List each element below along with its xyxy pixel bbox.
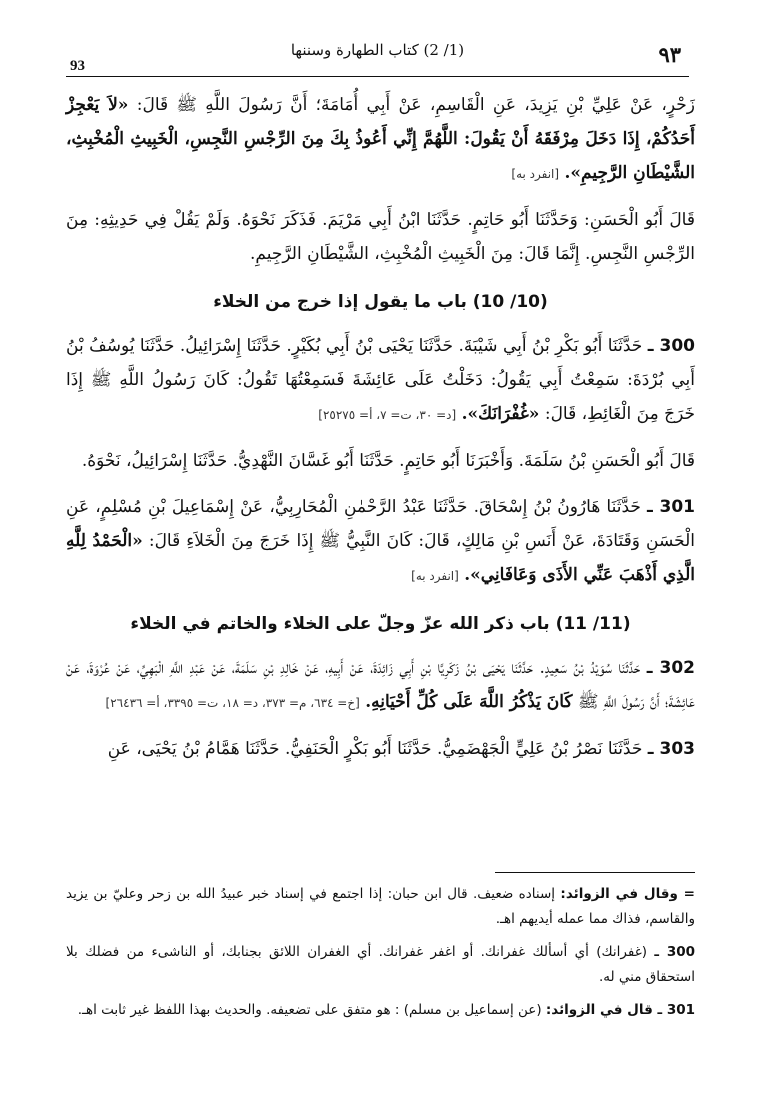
hadith-303 bbox=[66, 732, 695, 766]
narration-text: حَدَّثَنَا هَارُونُ بْنُ إِسْحَاقَ. حَدَّثَنَا عَبْدُ الرَّحْمٰنِ الْمُحَارِبِيُّ، عَنْ إِسْمَاعِيلَ بْنِ مُسْلِمٍ، عَنِ الْحَسَنِ وَقَتَادَةَ، عَنْ أَنَسِ بْنِ مَالِكٍ، قَالَ: كَانَ النَّبِيُّ ﷺ إِذَا خَرَجَ مِنَ الْخَلاَءِ قَالَ: bbox=[66, 497, 695, 551]
narration-text: حَدَّثَنَا سُوَيْدُ بْنُ سَعِيدٍ. حَدَّثَنَا يَحْيَى بْنُ زَكَرِيَّا بْنِ أَبِي زَائِدَةَ، عَنْ أَبِيهِ، عَنْ خَالِدِ بْنِ سَلَمَةَ، عَنْ عَبْدِ اللَّهِ الْبَهِيِّ، عَنْ عُرْوَةَ، عَنْ عَائِشَةَ؛ أَنَّ رَسُولَ اللَّهِ ﷺ bbox=[66, 658, 695, 712]
footnotes bbox=[66, 882, 695, 1031]
footnote-text: (غفرانك) أي أسألك غفرانك. أو اغفر غفرانك. أي الغفران اللائق بجنابك، أو الناشىء من فضلك بلا استحقاق مني له. bbox=[66, 944, 695, 985]
page-number-arabic: ٩٣ bbox=[658, 42, 681, 67]
source-reference: [د= ٣٠، ت= ٧، أ= ٢٥٢٧٥] bbox=[318, 408, 457, 422]
source-reference: [خ= ٦٣٤، م= ٣٧٣، د= ١٨، ت= ٣٣٩٥، أ= ٢٦٤٣٦] bbox=[105, 696, 360, 710]
paragraph-abul-hasan-2: قَالَ أَبُو الْحَسَنِ بْنُ سَلَمَةَ. وَأَخْبَرَنَا أَبُو حَاتِمٍ. حَدَّثَنَا أَبُو غَسَّانَ النَّهْدِيُّ. حَدَّثَنَا إِسْرَائِيلُ، نَحْوَهُ. bbox=[81, 451, 695, 471]
footnote-300 bbox=[66, 940, 695, 990]
page-number-latin: 93 bbox=[70, 58, 85, 74]
hadith-number: 302 ـ bbox=[646, 658, 695, 678]
hadith-number: 301 ـ bbox=[647, 497, 695, 517]
footnote-label: = وقال في الزوائد: bbox=[560, 886, 695, 902]
paragraph-continuation bbox=[66, 88, 695, 191]
hadith-301 bbox=[66, 490, 695, 593]
chapter-heading-11: (11/ 11) باب ذكر الله عزّ وجلّ على الخلاء والخاتم في الخلاء bbox=[130, 614, 631, 634]
footnote-label: 300 ـ bbox=[654, 944, 695, 960]
hadith-number: 300 ـ bbox=[647, 336, 695, 356]
footnote-label: 301 ـ قال في الزوائد: bbox=[545, 1002, 695, 1018]
narration-text: حَدَّثَنَا نَصْرُ بْنُ عَلِيٍّ الْجَهْضَمِيُّ. حَدَّثَنَا أَبُو بَكْرٍ الْحَنَفِيُّ. حَدَّثَنَا هَمَّامُ بْنُ يَحْيَى، عَنِ bbox=[107, 739, 643, 759]
footnote-separator bbox=[495, 872, 695, 873]
footnote-text: (عن إسماعيل بن مسلم) : هو متفق على تضعيفه. والحديث بهذا اللفظ غير ثابت اهـ. bbox=[77, 1002, 542, 1018]
narration-text: زَحْرٍ، عَنْ عَلِيِّ بْنِ يَزِيدَ، عَنِ الْقَاسِمِ، عَنْ أَبِي أُمَامَةَ؛ أَنَّ رَسُولَ اللَّهِ ﷺ قَالَ: bbox=[136, 95, 696, 115]
prophetic-saying: كَانَ يَذْكُرُ اللَّهَ عَلَى كُلِّ أَحْيَانِهِ. bbox=[365, 692, 573, 712]
footnote-zawaid bbox=[66, 882, 695, 932]
prophetic-saying: «غُفْرَانَكَ». bbox=[461, 404, 540, 424]
page-header bbox=[66, 40, 689, 77]
narration-text: حَدَّثَنَا أَبُو بَكْرِ بْنُ أَبِي شَيْبَةَ. حَدَّثَنَا يَحْيَى بْنُ أَبِي بُكَيْرٍ. حَدَّثَنَا إِسْرَائِيلُ. حَدَّثَنَا يُوسُفُ بْنُ أَبِي بُرْدَةَ: سَمِعْتُ أَبِي يَقُولُ: دَخَلْتُ عَلَى عَائِشَةَ فَسَمِعْتُهَا تَقُولُ: كَانَ رَسُولُ اللَّهِ ﷺ إِذَا خَرَجَ مِنَ الْغَائِطِ، قَالَ: bbox=[66, 336, 695, 424]
prophetic-saying: «لاَ يَعْجِزْ أَحَدُكُمْ، إِذَا دَخَلَ مِرْفَقَهُ أَنْ يَقُولَ: اللَّهُمَّ إِنِّي أَعُوذُ بِكَ مِنَ الرِّجْسِ النَّجِسِ، الْخَبِيثِ الْمُخْبِثِ، الشَّيْطَانِ الرَّجِيمِ». bbox=[66, 95, 695, 183]
hadith-number: 303 ـ bbox=[647, 739, 695, 759]
source-reference: [انفرد به] bbox=[511, 167, 560, 181]
hadith-300 bbox=[66, 329, 695, 432]
footnote-301 bbox=[66, 998, 695, 1023]
paragraph-abul-hasan: قَالَ أَبُو الْحَسَنِ: وَحَدَّثَنَا أَبُو حَاتِمٍ. حَدَّثَنَا ابْنُ أَبِي مَرْيَمَ. فَذَكَرَ نَحْوَهُ. وَلَمْ يَقُلْ فِي حَدِيثِهِ: مِنَ الرِّجْسِ النَّجِسِ. إِنَّمَا قَالَ: مِنَ الْخَبِيثِ الْمُخْبِثِ، الشَّيْطَانِ الرَّجِيمِ. bbox=[66, 210, 695, 264]
source-reference: [انفرد به] bbox=[411, 569, 459, 583]
hadith-302 bbox=[66, 651, 695, 720]
main-text bbox=[66, 88, 695, 766]
running-title: (1/ 2) كتاب الطهارة وسننها bbox=[290, 41, 465, 59]
chapter-heading-10: (10/ 10) باب ما يقول إذا خرج من الخلاء bbox=[213, 292, 548, 312]
footnote-text: إسناده ضعيف. قال ابن حبان: إذا اجتمع في إسناد خبر عبيدُ الله بن زحر وعليّ بن يزيد والقاسم، فذاك مما عمله أيديهم اهـ. bbox=[66, 886, 695, 927]
prophetic-saying: «الْحَمْدُ لِلَّهِ الَّذِي أَذْهَبَ عَنِّي الأَذَى وَعَافَانِي». bbox=[66, 531, 695, 585]
